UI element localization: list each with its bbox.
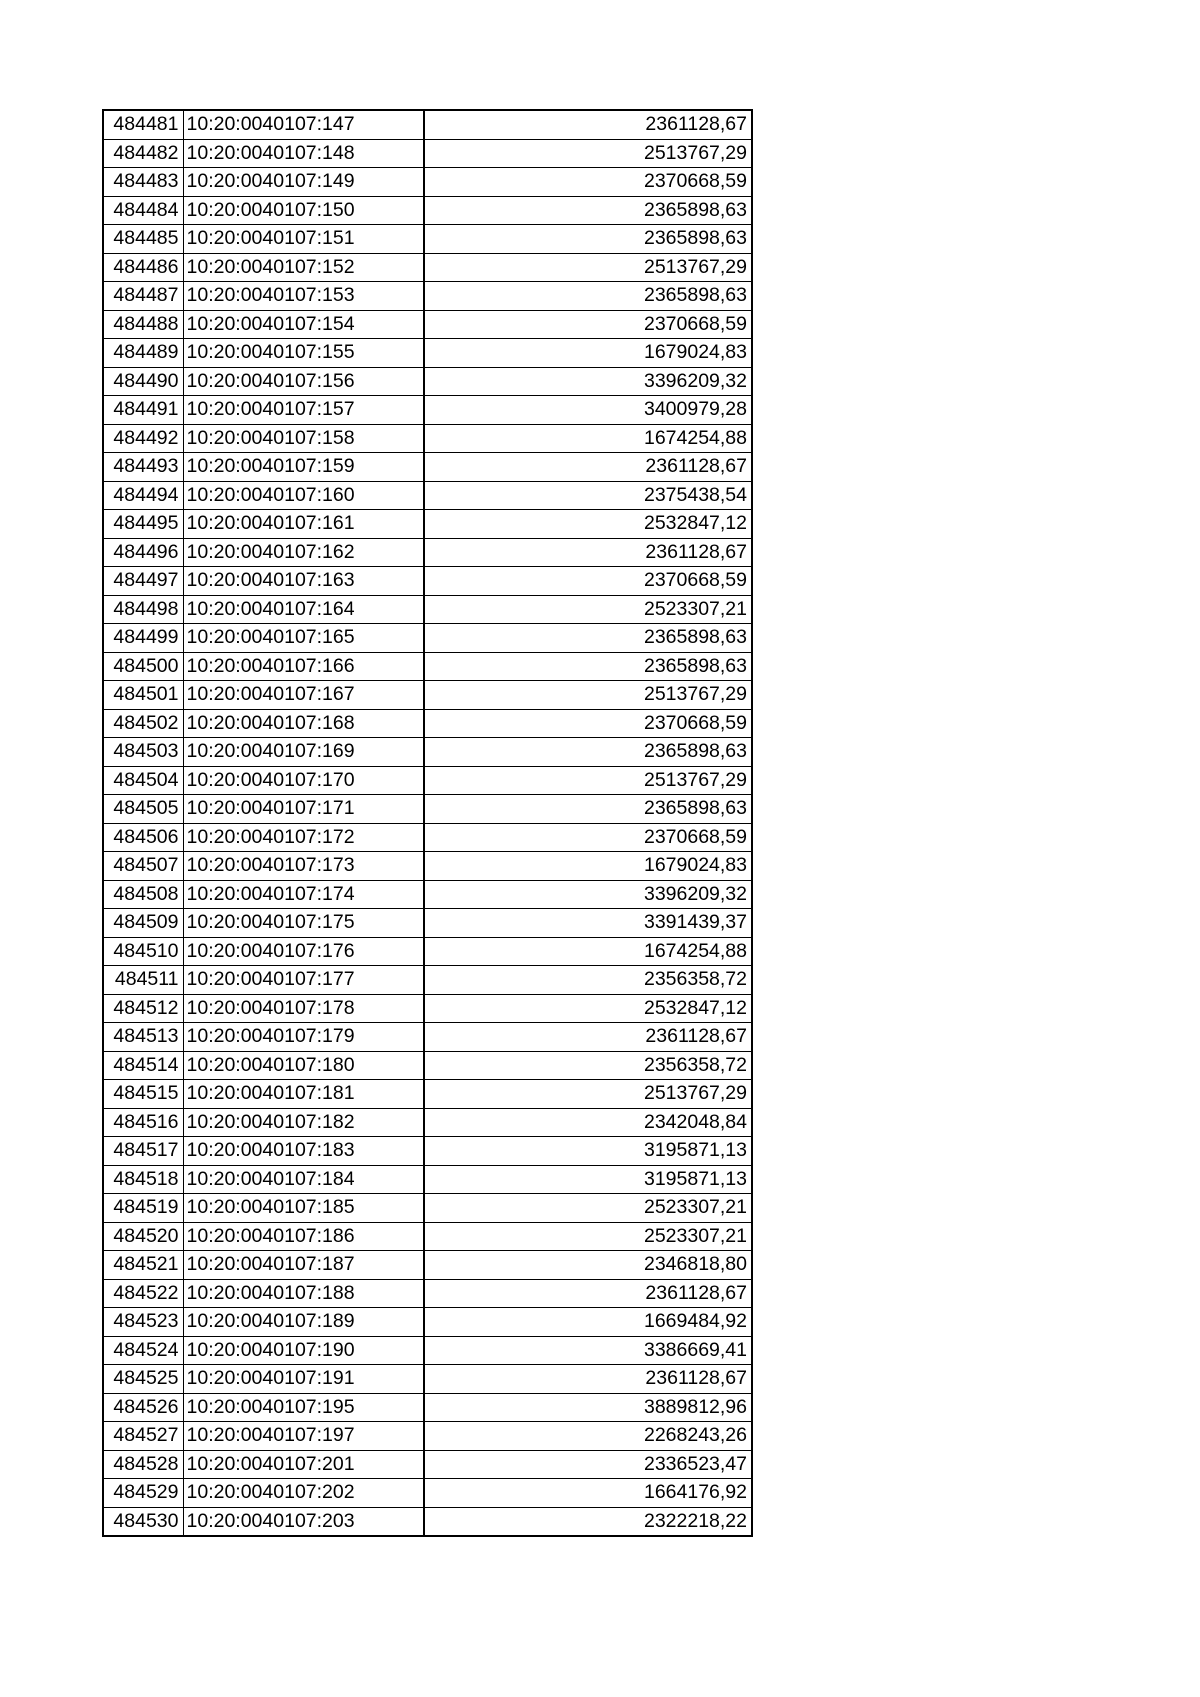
cadastral-number-cell: 10:20:0040107:156	[183, 367, 424, 396]
value-cell: 3195871,13	[424, 1137, 752, 1166]
value-cell: 1674254,88	[424, 937, 752, 966]
row-id-cell: 484493	[103, 453, 183, 482]
row-id-cell: 484530	[103, 1507, 183, 1536]
value-cell: 2365898,63	[424, 282, 752, 311]
row-id-cell: 484520	[103, 1222, 183, 1251]
cadastral-number-cell: 10:20:0040107:195	[183, 1393, 424, 1422]
table-row	[103, 937, 752, 966]
value-cell: 2356358,72	[424, 1051, 752, 1080]
row-id-cell: 484526	[103, 1393, 183, 1422]
cadastral-number-cell: 10:20:0040107:185	[183, 1194, 424, 1223]
value-cell: 2356358,72	[424, 966, 752, 995]
cadastral-number-cell: 10:20:0040107:148	[183, 139, 424, 168]
value-cell: 3400979,28	[424, 396, 752, 425]
table-row	[103, 652, 752, 681]
row-id-cell: 484495	[103, 510, 183, 539]
value-cell: 2268243,26	[424, 1422, 752, 1451]
row-id-cell: 484505	[103, 795, 183, 824]
row-id-cell: 484492	[103, 424, 183, 453]
cadastral-number-cell: 10:20:0040107:147	[183, 110, 424, 139]
table-row	[103, 1450, 752, 1479]
value-cell: 1679024,83	[424, 852, 752, 881]
cadastral-number-cell: 10:20:0040107:182	[183, 1108, 424, 1137]
table-row	[103, 595, 752, 624]
cadastral-number-cell: 10:20:0040107:155	[183, 339, 424, 368]
cadastral-number-cell: 10:20:0040107:180	[183, 1051, 424, 1080]
cadastral-number-cell: 10:20:0040107:150	[183, 196, 424, 225]
cadastral-number-cell: 10:20:0040107:177	[183, 966, 424, 995]
value-cell: 3396209,32	[424, 367, 752, 396]
value-cell: 2365898,63	[424, 738, 752, 767]
row-id-cell: 484521	[103, 1251, 183, 1280]
row-id-cell: 484503	[103, 738, 183, 767]
value-cell: 2361128,67	[424, 538, 752, 567]
cadastral-number-cell: 10:20:0040107:178	[183, 994, 424, 1023]
table-row	[103, 738, 752, 767]
cadastral-number-cell: 10:20:0040107:158	[183, 424, 424, 453]
value-cell: 1674254,88	[424, 424, 752, 453]
row-id-cell: 484529	[103, 1479, 183, 1508]
table-row	[103, 367, 752, 396]
cadastral-number-cell: 10:20:0040107:183	[183, 1137, 424, 1166]
cadastral-number-cell: 10:20:0040107:179	[183, 1023, 424, 1052]
row-id-cell: 484522	[103, 1279, 183, 1308]
table-row	[103, 1393, 752, 1422]
table-row	[103, 909, 752, 938]
table-row	[103, 880, 752, 909]
cadastral-number-cell: 10:20:0040107:166	[183, 652, 424, 681]
table-row	[103, 1051, 752, 1080]
row-id-cell: 484489	[103, 339, 183, 368]
value-cell: 2523307,21	[424, 1222, 752, 1251]
row-id-cell: 484496	[103, 538, 183, 567]
table-row	[103, 1422, 752, 1451]
value-cell: 2513767,29	[424, 253, 752, 282]
row-id-cell: 484512	[103, 994, 183, 1023]
table-row	[103, 396, 752, 425]
value-cell: 3386669,41	[424, 1336, 752, 1365]
table-row	[103, 681, 752, 710]
row-id-cell: 484519	[103, 1194, 183, 1223]
row-id-cell: 484488	[103, 310, 183, 339]
value-cell: 2365898,63	[424, 624, 752, 653]
cadastral-number-cell: 10:20:0040107:164	[183, 595, 424, 624]
table-row	[103, 1279, 752, 1308]
row-id-cell: 484527	[103, 1422, 183, 1451]
table-row	[103, 1108, 752, 1137]
table-row	[103, 110, 752, 139]
data-table	[102, 109, 753, 1537]
cadastral-number-cell: 10:20:0040107:188	[183, 1279, 424, 1308]
value-cell: 3391439,37	[424, 909, 752, 938]
row-id-cell: 484509	[103, 909, 183, 938]
table-row	[103, 1365, 752, 1394]
row-id-cell: 484497	[103, 567, 183, 596]
row-id-cell: 484485	[103, 225, 183, 254]
value-cell: 2370668,59	[424, 567, 752, 596]
row-id-cell: 484482	[103, 139, 183, 168]
value-cell: 2365898,63	[424, 795, 752, 824]
row-id-cell: 484504	[103, 766, 183, 795]
value-cell: 2523307,21	[424, 595, 752, 624]
cadastral-number-cell: 10:20:0040107:171	[183, 795, 424, 824]
cadastral-number-cell: 10:20:0040107:201	[183, 1450, 424, 1479]
table-row	[103, 1251, 752, 1280]
row-id-cell: 484513	[103, 1023, 183, 1052]
value-cell: 1679024,83	[424, 339, 752, 368]
row-id-cell: 484516	[103, 1108, 183, 1137]
row-id-cell: 484484	[103, 196, 183, 225]
table-row	[103, 1194, 752, 1223]
value-cell: 2532847,12	[424, 994, 752, 1023]
row-id-cell: 484506	[103, 823, 183, 852]
value-cell: 2513767,29	[424, 766, 752, 795]
table-row	[103, 624, 752, 653]
value-cell: 2361128,67	[424, 110, 752, 139]
value-cell: 2342048,84	[424, 1108, 752, 1137]
table-row	[103, 253, 752, 282]
value-cell: 2346818,80	[424, 1251, 752, 1280]
cadastral-number-cell: 10:20:0040107:152	[183, 253, 424, 282]
row-id-cell: 484515	[103, 1080, 183, 1109]
row-id-cell: 484486	[103, 253, 183, 282]
table-row	[103, 339, 752, 368]
table-row	[103, 139, 752, 168]
row-id-cell: 484487	[103, 282, 183, 311]
table-row	[103, 282, 752, 311]
value-cell: 2361128,67	[424, 1365, 752, 1394]
value-cell: 2336523,47	[424, 1450, 752, 1479]
row-id-cell: 484507	[103, 852, 183, 881]
table-row	[103, 1137, 752, 1166]
table-row	[103, 1479, 752, 1508]
cadastral-number-cell: 10:20:0040107:187	[183, 1251, 424, 1280]
table-row	[103, 823, 752, 852]
value-cell: 2361128,67	[424, 1023, 752, 1052]
row-id-cell: 484490	[103, 367, 183, 396]
cadastral-number-cell: 10:20:0040107:174	[183, 880, 424, 909]
cadastral-number-cell: 10:20:0040107:175	[183, 909, 424, 938]
row-id-cell: 484511	[103, 966, 183, 995]
row-id-cell: 484502	[103, 709, 183, 738]
value-cell: 2370668,59	[424, 709, 752, 738]
value-cell: 2513767,29	[424, 1080, 752, 1109]
row-id-cell: 484510	[103, 937, 183, 966]
cadastral-number-cell: 10:20:0040107:151	[183, 225, 424, 254]
table-row	[103, 709, 752, 738]
value-cell: 2375438,54	[424, 481, 752, 510]
row-id-cell: 484528	[103, 1450, 183, 1479]
row-id-cell: 484525	[103, 1365, 183, 1394]
table-row	[103, 795, 752, 824]
cadastral-number-cell: 10:20:0040107:167	[183, 681, 424, 710]
table-row	[103, 481, 752, 510]
cadastral-number-cell: 10:20:0040107:168	[183, 709, 424, 738]
cadastral-number-cell: 10:20:0040107:181	[183, 1080, 424, 1109]
cadastral-number-cell: 10:20:0040107:157	[183, 396, 424, 425]
table-row	[103, 1308, 752, 1337]
value-cell: 1669484,92	[424, 1308, 752, 1337]
cadastral-number-cell: 10:20:0040107:203	[183, 1507, 424, 1536]
row-id-cell: 484498	[103, 595, 183, 624]
table-body	[103, 110, 752, 1536]
row-id-cell: 484481	[103, 110, 183, 139]
value-cell: 2361128,67	[424, 453, 752, 482]
table-row	[103, 424, 752, 453]
cadastral-number-cell: 10:20:0040107:197	[183, 1422, 424, 1451]
cadastral-number-cell: 10:20:0040107:165	[183, 624, 424, 653]
value-cell: 2365898,63	[424, 225, 752, 254]
table-row	[103, 994, 752, 1023]
row-id-cell: 484514	[103, 1051, 183, 1080]
cadastral-number-cell: 10:20:0040107:191	[183, 1365, 424, 1394]
value-cell: 2370668,59	[424, 823, 752, 852]
table-row	[103, 310, 752, 339]
value-cell: 3396209,32	[424, 880, 752, 909]
value-cell: 2523307,21	[424, 1194, 752, 1223]
table-row	[103, 1336, 752, 1365]
cadastral-number-cell: 10:20:0040107:161	[183, 510, 424, 539]
value-cell: 1664176,92	[424, 1479, 752, 1508]
row-id-cell: 484524	[103, 1336, 183, 1365]
table-row	[103, 1165, 752, 1194]
cadastral-number-cell: 10:20:0040107:153	[183, 282, 424, 311]
cadastral-number-cell: 10:20:0040107:186	[183, 1222, 424, 1251]
table-row	[103, 567, 752, 596]
value-cell: 2365898,63	[424, 196, 752, 225]
value-cell: 2513767,29	[424, 681, 752, 710]
value-cell: 2370668,59	[424, 168, 752, 197]
cadastral-number-cell: 10:20:0040107:149	[183, 168, 424, 197]
cadastral-number-cell: 10:20:0040107:202	[183, 1479, 424, 1508]
table-row	[103, 1080, 752, 1109]
value-cell: 2361128,67	[424, 1279, 752, 1308]
row-id-cell: 484518	[103, 1165, 183, 1194]
value-cell: 3195871,13	[424, 1165, 752, 1194]
value-cell: 2513767,29	[424, 139, 752, 168]
table-row	[103, 538, 752, 567]
row-id-cell: 484501	[103, 681, 183, 710]
cadastral-number-cell: 10:20:0040107:189	[183, 1308, 424, 1337]
cadastral-number-cell: 10:20:0040107:170	[183, 766, 424, 795]
value-cell: 2532847,12	[424, 510, 752, 539]
value-cell: 2322218,22	[424, 1507, 752, 1536]
table-row	[103, 1507, 752, 1536]
row-id-cell: 484491	[103, 396, 183, 425]
row-id-cell: 484494	[103, 481, 183, 510]
table-row	[103, 1222, 752, 1251]
table-row	[103, 510, 752, 539]
row-id-cell: 484523	[103, 1308, 183, 1337]
table-row	[103, 453, 752, 482]
cadastral-number-cell: 10:20:0040107:154	[183, 310, 424, 339]
table-row	[103, 966, 752, 995]
cadastral-number-cell: 10:20:0040107:172	[183, 823, 424, 852]
cadastral-number-cell: 10:20:0040107:173	[183, 852, 424, 881]
row-id-cell: 484517	[103, 1137, 183, 1166]
table-row	[103, 225, 752, 254]
value-cell: 2370668,59	[424, 310, 752, 339]
table-row	[103, 852, 752, 881]
row-id-cell: 484508	[103, 880, 183, 909]
row-id-cell: 484500	[103, 652, 183, 681]
cadastral-number-cell: 10:20:0040107:160	[183, 481, 424, 510]
cadastral-number-cell: 10:20:0040107:169	[183, 738, 424, 767]
row-id-cell: 484499	[103, 624, 183, 653]
table-row	[103, 196, 752, 225]
cadastral-number-cell: 10:20:0040107:176	[183, 937, 424, 966]
cadastral-number-cell: 10:20:0040107:159	[183, 453, 424, 482]
value-cell: 3889812,96	[424, 1393, 752, 1422]
cadastral-number-cell: 10:20:0040107:190	[183, 1336, 424, 1365]
cadastral-number-cell: 10:20:0040107:184	[183, 1165, 424, 1194]
table-row	[103, 1023, 752, 1052]
cadastral-number-cell: 10:20:0040107:162	[183, 538, 424, 567]
value-cell: 2365898,63	[424, 652, 752, 681]
row-id-cell: 484483	[103, 168, 183, 197]
table-row	[103, 766, 752, 795]
table-row	[103, 168, 752, 197]
cadastral-number-cell: 10:20:0040107:163	[183, 567, 424, 596]
